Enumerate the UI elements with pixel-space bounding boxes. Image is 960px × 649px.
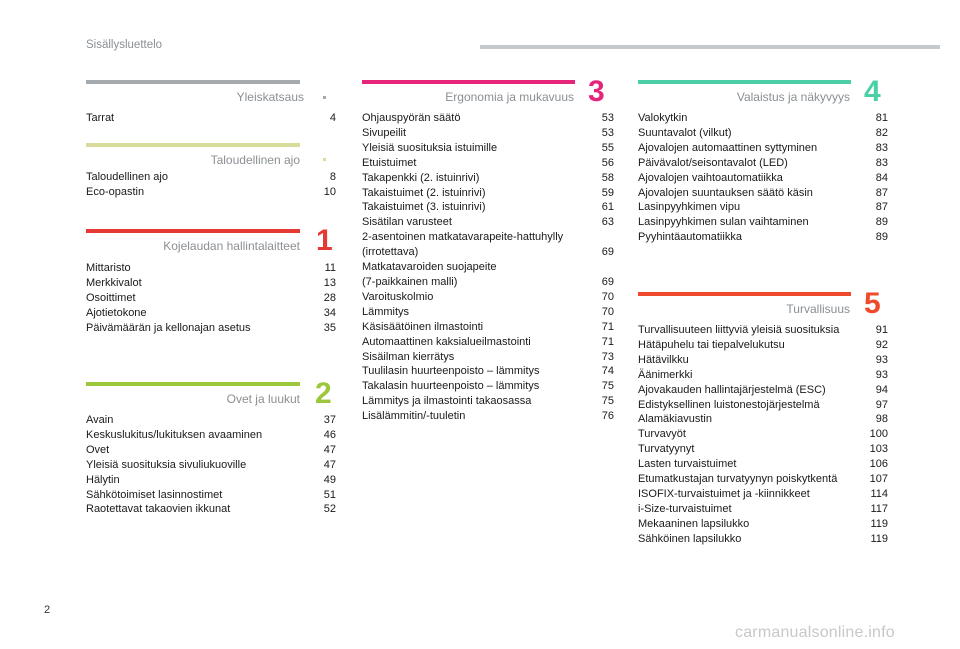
- toc-entry[interactable]: [362, 320, 614, 335]
- toc-entry-title: Päivämäärän ja kellonajan asetus: [86, 321, 251, 334]
- toc-entry-page: 70: [601, 290, 614, 303]
- toc-entry-title: Ajovalojen suuntauksen säätö käsin: [638, 186, 813, 199]
- toc-entry-page: 8: [329, 171, 336, 183]
- toc-entry-page: 47: [323, 458, 336, 471]
- section-title: Yleiskatsaus: [236, 90, 304, 104]
- section-marker-dot: [323, 158, 326, 161]
- toc-entry[interactable]: [362, 215, 614, 230]
- toc-entry[interactable]: [362, 156, 614, 171]
- toc-entry-title: Tuulilasin huurteenpoisto – lämmitys: [362, 365, 540, 378]
- toc-entry[interactable]: [638, 126, 888, 141]
- header-rule: [480, 45, 940, 49]
- toc-entry-page: 63: [601, 216, 614, 229]
- toc-entry-page: 83: [875, 141, 888, 154]
- toc-entry[interactable]: [638, 111, 888, 126]
- toc-entry-title: Keskuslukitus/lukituksen avaaminen: [86, 428, 263, 441]
- section-title: Turvallisuus: [786, 302, 850, 316]
- toc-entry-title: Hätäpuhelu tai tiepalvelukutsu: [638, 338, 785, 351]
- toc-entry-page: 87: [875, 186, 888, 199]
- toc-entry-page: 106: [869, 458, 888, 471]
- toc-entry-title: i-Size-turvaistuimet: [638, 502, 732, 515]
- toc-entry[interactable]: [638, 383, 888, 398]
- toc-entry-page: 93: [875, 353, 888, 366]
- toc-entry[interactable]: [638, 427, 888, 442]
- toc-entry-title: Ovet: [86, 443, 110, 456]
- toc-entry-page: 89: [875, 216, 888, 229]
- toc-entry-page: 73: [601, 350, 614, 363]
- section-marker-dot: [323, 96, 326, 99]
- toc-entry[interactable]: [638, 368, 888, 383]
- toc-entry-title: Pyyhintäautomatiikka: [638, 231, 742, 244]
- toc-entry-page: 93: [875, 368, 888, 381]
- toc-entry[interactable]: [638, 442, 888, 457]
- toc-entry-page: 119: [870, 517, 888, 530]
- toc-entry-page: 70: [601, 305, 614, 318]
- toc-entry-page: 58: [601, 171, 614, 184]
- toc-entry[interactable]: [362, 230, 614, 260]
- toc-entry-title: Merkkivalot: [86, 276, 142, 289]
- toc-entry-title: Taloudellinen ajo: [86, 171, 168, 183]
- toc-entry[interactable]: [638, 200, 888, 215]
- toc-entry[interactable]: [86, 321, 336, 336]
- toc-entry-page: 81: [875, 112, 888, 124]
- toc-entry[interactable]: [86, 306, 336, 321]
- toc-entry-page: 69: [601, 275, 614, 288]
- toc-entry-title: Lasinpyyhkimen vipu: [638, 201, 741, 214]
- section-bar: [86, 229, 300, 233]
- section-title: Valaistus ja näkyvyys: [736, 90, 850, 104]
- toc-entry-title: Turvavyöt: [638, 428, 686, 441]
- toc-entry-title: Varoituskolmio: [362, 290, 434, 303]
- toc-entry-title: Mekaaninen lapsilukko: [638, 517, 750, 530]
- toc-entry[interactable]: [362, 290, 614, 305]
- toc-entry[interactable]: [362, 394, 614, 409]
- toc-entry-page: 61: [601, 201, 614, 214]
- toc-entry[interactable]: [362, 305, 614, 320]
- toc-entry[interactable]: [362, 126, 614, 141]
- toc-entry-title: Osoittimet: [86, 291, 136, 304]
- toc-entry-title: Takaistuimet (3. istuinrivi): [362, 201, 486, 214]
- toc-entry-title: Sähköinen lapsilukko: [638, 532, 742, 545]
- toc-entry-title: Matkatavaroiden suojapeite (7-paikkainen malli): [362, 261, 497, 288]
- toc-entry-title: Suuntavalot (vilkut): [638, 126, 732, 139]
- toc-entry-page: 52: [323, 503, 336, 516]
- toc-entry-title: Takapenkki (2. istuinrivi): [362, 171, 480, 184]
- toc-entry[interactable]: [638, 141, 888, 156]
- toc-entry-title: Hätävilkku: [638, 353, 689, 366]
- toc-entry-page: 87: [875, 201, 888, 214]
- toc-entry-title: Takalasin huurteenpoisto – lämmitys: [362, 380, 540, 393]
- toc-entry-page: 53: [601, 126, 614, 139]
- toc-entry-title: Etuistuimet: [362, 156, 417, 169]
- section-bar: [638, 80, 851, 84]
- toc-entry-title: Eco-opastin: [86, 185, 145, 198]
- toc-entry[interactable]: [638, 171, 888, 186]
- toc-entry[interactable]: [362, 335, 614, 350]
- toc-entry-title: Turvatyynyt: [638, 443, 695, 456]
- toc-entry-page: 47: [323, 443, 336, 456]
- toc-entry-title: ISOFIX-turvaistuimet ja -kiinnikkeet: [638, 487, 810, 500]
- toc-entry[interactable]: [638, 532, 888, 547]
- toc-entry-title: Päivävalot/seisontavalot (LED): [638, 156, 788, 169]
- toc-entry[interactable]: [638, 323, 888, 338]
- toc-entry[interactable]: [638, 457, 888, 472]
- section-bar: [362, 80, 575, 84]
- toc-entry-page: 71: [601, 320, 614, 333]
- toc-entry[interactable]: [86, 170, 336, 185]
- toc-entry-title: Ajovakauden hallintajärjestelmä (ESC): [638, 383, 826, 396]
- toc-entry[interactable]: [638, 186, 888, 201]
- toc-entry[interactable]: [86, 428, 336, 443]
- toc-entry-title: Tarrat: [86, 112, 115, 124]
- toc-entry-page: 83: [875, 156, 888, 169]
- toc-entry-title: Lämmitys: [362, 305, 410, 318]
- page-header-title: Sisällysluettelo: [86, 39, 163, 51]
- toc-entry-title: Alamäkiavustin: [638, 413, 712, 426]
- toc-list: [638, 111, 888, 245]
- toc-entry[interactable]: [362, 364, 614, 379]
- toc-entry[interactable]: [86, 261, 336, 276]
- section-number: 1: [316, 224, 333, 257]
- toc-entry[interactable]: [362, 141, 614, 156]
- toc-entry-title: Lämmitys ja ilmastointi takaosassa: [362, 395, 532, 408]
- toc-entry-title: 2-asentoinen matkatavarapeite-hattuhylly (irrotettava): [362, 231, 564, 259]
- toc-entry-title: Lasinpyyhkimen sulan vaihtaminen: [638, 216, 809, 229]
- toc-entry-title: Yleisiä suosituksia istuimille: [362, 141, 498, 154]
- toc-entry[interactable]: [86, 458, 336, 473]
- toc-entry[interactable]: [638, 502, 888, 517]
- toc-entry[interactable]: [638, 215, 888, 230]
- toc-entry-page: 51: [323, 488, 336, 501]
- toc-entry[interactable]: [638, 487, 888, 502]
- toc-entry-title: Lisälämmitin/-tuuletin: [362, 410, 466, 423]
- toc-entry-page: 56: [601, 156, 614, 169]
- toc-entry-title: Automaattinen kaksialueilmastointi: [362, 335, 531, 348]
- toc-entry[interactable]: [86, 443, 336, 458]
- toc-entry[interactable]: [362, 379, 614, 394]
- toc-entry-title: Ajovalojen vaihtoautomatiikka: [638, 171, 783, 184]
- toc-entry-title: Edistyksellinen luistonestojärjestelmä: [638, 398, 820, 411]
- section-title: Taloudellinen ajo: [210, 153, 300, 167]
- section-bar: [638, 292, 851, 296]
- toc-entry-page: 89: [875, 231, 888, 244]
- toc-entry[interactable]: [362, 111, 614, 126]
- toc-list: [86, 413, 336, 517]
- toc-entry-page: 13: [323, 276, 336, 289]
- watermark: carmanualsonline.info: [735, 624, 895, 641]
- toc-entry-title: Äänimerkki: [638, 368, 693, 381]
- toc-entry[interactable]: [86, 291, 336, 306]
- section-title: Kojelaudan hallintalaitteet: [163, 239, 300, 253]
- toc-entry[interactable]: [362, 200, 614, 215]
- toc-entry[interactable]: [86, 413, 336, 428]
- toc-entry[interactable]: [86, 473, 336, 488]
- toc-entry-page: 76: [601, 410, 614, 423]
- toc-entry-page: 69: [601, 246, 614, 259]
- toc-entry-title: Mittaristo: [86, 262, 131, 274]
- toc-entry-page: 34: [323, 306, 336, 319]
- toc-entry-page: 82: [875, 126, 888, 139]
- toc-list: [86, 111, 336, 126]
- toc-entry-page: 55: [601, 141, 614, 154]
- toc-entry-title: Ohjauspyörän säätö: [362, 112, 461, 124]
- page-number: 2: [44, 604, 51, 616]
- toc-entry-title: Avain: [86, 414, 114, 426]
- toc-entry[interactable]: [638, 517, 888, 532]
- toc-list: [86, 170, 336, 200]
- toc-entry[interactable]: [362, 409, 614, 424]
- toc-entry-page: 53: [601, 112, 614, 124]
- section-bar: [86, 80, 300, 84]
- toc-entry-page: 11: [324, 262, 336, 274]
- section-bar: [86, 143, 300, 147]
- toc-entry-page: 94: [875, 383, 888, 396]
- toc-entry-page: 75: [601, 395, 614, 408]
- toc-entry-page: 28: [323, 291, 336, 304]
- toc-list: [362, 111, 614, 424]
- toc-entry[interactable]: [638, 472, 888, 487]
- section-title: Ergonomia ja mukavuus: [445, 90, 574, 104]
- toc-entry-title: Ajotietokone: [86, 306, 147, 319]
- toc-entry-page: 46: [323, 428, 336, 441]
- toc-entry[interactable]: [86, 185, 336, 200]
- toc-entry[interactable]: [86, 276, 336, 291]
- toc-entry-page: 71: [601, 335, 614, 348]
- toc-entry-page: 114: [870, 487, 888, 500]
- toc-entry-page: 97: [875, 398, 888, 411]
- toc-entry[interactable]: [362, 171, 614, 186]
- toc-entry-page: 49: [323, 473, 336, 486]
- toc-entry[interactable]: [638, 338, 888, 353]
- toc-entry-page: 107: [869, 473, 888, 486]
- toc-entry[interactable]: [362, 260, 614, 290]
- toc-entry[interactable]: [638, 412, 888, 427]
- section-number: 4: [864, 75, 881, 108]
- toc-entry-title: Hälytin: [86, 473, 120, 486]
- toc-entry-title: Valokytkin: [638, 112, 688, 124]
- toc-entry-page: 98: [875, 413, 888, 426]
- toc-entry-title: Turvallisuuteen liittyviä yleisiä suosituksia: [638, 324, 840, 336]
- section-bar: [86, 382, 300, 386]
- toc-entry-title: Raotettavat takaovien ikkunat: [86, 503, 231, 516]
- toc-entry-title: Käsisäätöinen ilmastointi: [362, 320, 484, 333]
- toc-entry-title: Yleisiä suosituksia sivuliukuoville: [86, 458, 247, 471]
- toc-entry-title: Etumatkustajan turvatyynyn poiskytkentä: [638, 473, 838, 486]
- toc-entry-page: 119: [870, 532, 888, 545]
- toc-entry-page: 10: [323, 185, 336, 198]
- toc-entry[interactable]: [362, 186, 614, 201]
- toc-entry-page: 35: [323, 321, 336, 334]
- section-title: Ovet ja luukut: [226, 392, 300, 406]
- toc-entry-page: 103: [869, 443, 888, 456]
- toc-entry-page: 84: [875, 171, 888, 184]
- toc-entry-title: Ajovalojen automaattinen syttyminen: [638, 141, 818, 154]
- toc-entry-page: 4: [329, 112, 336, 124]
- toc-entry-title: Lasten turvaistuimet: [638, 458, 737, 471]
- toc-entry-page: 59: [601, 186, 614, 199]
- toc-entry-title: Sisätilan varusteet: [362, 216, 452, 229]
- toc-entry-title: Takaistuimet (2. istuinrivi): [362, 186, 486, 199]
- toc-entry[interactable]: [86, 502, 336, 517]
- toc-entry-page: 74: [601, 365, 614, 378]
- toc-entry-page: 92: [875, 338, 888, 351]
- toc-entry[interactable]: [638, 156, 888, 171]
- toc-entry[interactable]: [638, 353, 888, 368]
- toc-entry-page: 117: [870, 502, 888, 515]
- toc-entry[interactable]: [362, 350, 614, 365]
- toc-entry-title: Sisäilman kierrätys: [362, 350, 455, 363]
- toc-entry[interactable]: [638, 230, 888, 245]
- toc-entry-title: Sähkötoimiset lasinnostimet: [86, 488, 223, 501]
- toc-list: [638, 323, 888, 547]
- toc-entry[interactable]: [638, 398, 888, 413]
- toc-entry-page: 75: [601, 380, 614, 393]
- toc-entry-page: 91: [875, 324, 888, 336]
- section-number: 5: [864, 287, 881, 320]
- toc-entry[interactable]: [86, 111, 336, 126]
- toc-list: [86, 261, 336, 336]
- toc-entry-page: 37: [323, 414, 336, 426]
- toc-entry-page: 100: [869, 428, 888, 441]
- toc-entry[interactable]: [86, 488, 336, 503]
- section-number: 2: [315, 377, 332, 410]
- section-number: 3: [588, 75, 605, 108]
- toc-entry-title: Sivupeilit: [362, 126, 407, 139]
